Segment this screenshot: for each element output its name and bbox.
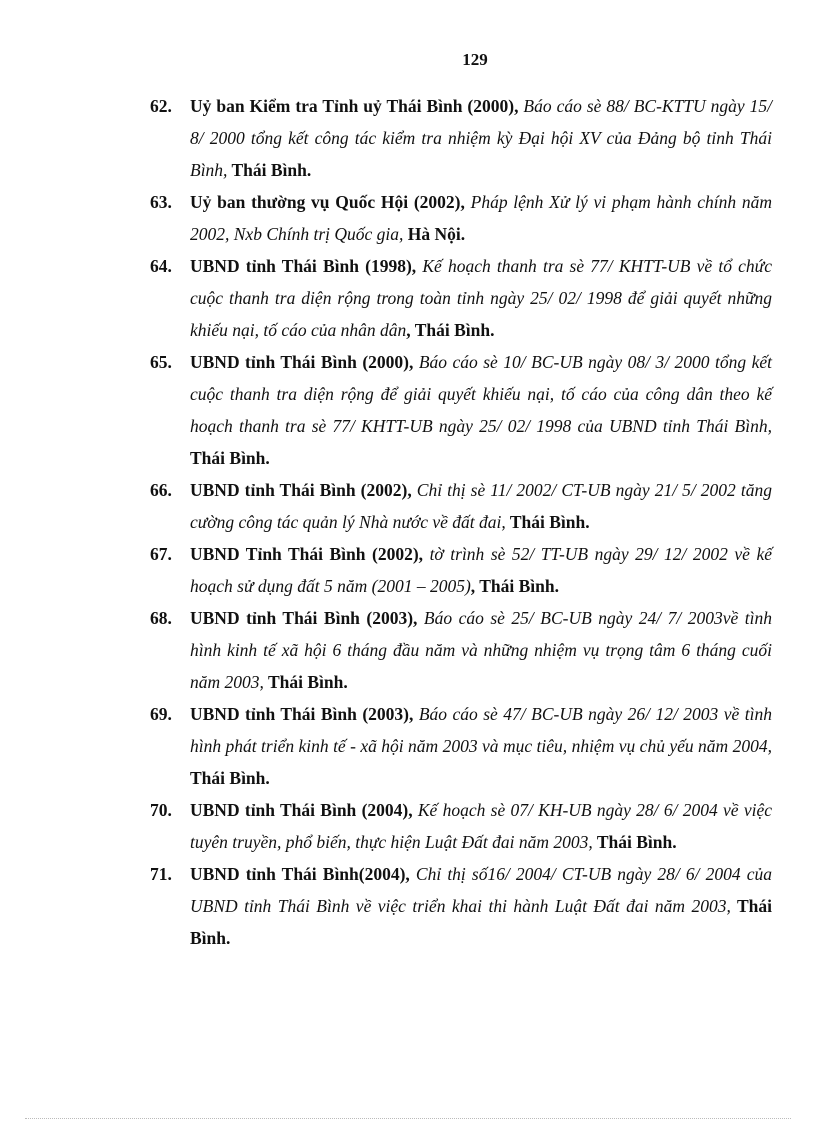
reference-number: 65.: [150, 352, 172, 372]
reference-author: UBND tỉnh Thái Bình (2003),: [190, 608, 424, 628]
reference-place: Thái Bình.: [190, 448, 270, 468]
page-number: 129: [462, 50, 488, 69]
reference-author: UBND tỉnh Thái Bình (1998),: [190, 256, 423, 276]
reference-item: [150, 698, 772, 794]
reference-place: Thái Bình.: [505, 512, 590, 532]
reference-number: 64.: [150, 256, 172, 276]
reference-place: Thái Bình.: [190, 768, 270, 788]
reference-place: , Thái Bình.: [470, 576, 559, 596]
reference-title: tờ trình sè 52/ TT-UB ngày 29/ 12/ 2002 về kế hoạch sử dụng đất 5 năm (2001 – 2005): [190, 544, 772, 596]
reference-item: [150, 858, 772, 954]
reference-list: [150, 90, 772, 954]
reference-number: 68.: [150, 608, 172, 628]
bottom-divider: [25, 1118, 791, 1119]
reference-author: Uỷ ban Kiểm tra Tỉnh uỷ Thái Bình (2000),: [190, 96, 524, 116]
reference-place: , Thái Bình.: [406, 320, 495, 340]
reference-title: Chỉ thị sè 11/ 2002/ CT-UB ngày 21/ 5/ 2002 tăng cường công tác quản lý Nhà nước về đất đai,: [190, 480, 772, 532]
reference-title: Kế hoạch sè 07/ KH-UB ngày 28/ 6/ 2004 về việc tuyên truyền, phổ biến, thực hiện Luật Đất đai năm 2003,: [190, 800, 772, 852]
reference-author: UBND tỉnh Thái Bình (2003),: [190, 704, 419, 724]
reference-title: Báo cáo sè 10/ BC-UB ngày 08/ 3/ 2000 tổng kết cuộc thanh tra diện rộng để giải quyết khiếu nại, tố cáo của công dân theo kế hoạch thanh tra sè 77/ KHTT-UB ngày 25/ 02/ 1998 của UBND tỉnh Thái Bình,: [190, 352, 772, 436]
reference-number: 71.: [150, 864, 172, 884]
reference-number: 62.: [150, 96, 172, 116]
reference-item: [150, 346, 772, 474]
reference-title: Kế hoạch thanh tra sè 77/ KHTT-UB về tổ chức cuộc thanh tra diện rộng trong toàn tỉnh ngày 25/ 02/ 1998 để giải quyết những khiếu nại, tố cáo của nhân dân: [190, 256, 772, 340]
reference-title: Báo cáo sè 88/ BC-KTTU ngày 15/ 8/ 2000 tổng kết công tác kiểm tra nhiệm kỳ Đại hội XV của Đảng bộ tỉnh Thái Bình,: [190, 96, 772, 180]
reference-author: UBND tỉnh Thái Bình (2004),: [190, 800, 418, 820]
reference-item: [150, 794, 772, 858]
reference-place: Thái Bình.: [190, 896, 772, 948]
reference-place: Thái Bình.: [227, 160, 312, 180]
reference-title: Báo cáo sè 25/ BC-UB ngày 24/ 7/ 2003về tình hình kinh tế xã hội 6 tháng đầu năm và những nhiệm vụ trọng tâm 6 tháng cuối năm 2003,: [190, 608, 772, 692]
reference-place: Hà Nội.: [403, 224, 466, 244]
reference-author: Uỷ ban thường vụ Quốc Hội (2002),: [190, 192, 471, 212]
reference-number: 66.: [150, 480, 172, 500]
reference-item: [150, 602, 772, 698]
reference-place: Thái Bình.: [263, 672, 348, 692]
reference-title: Báo cáo sè 47/ BC-UB ngày 26/ 12/ 2003 về tình hình phát triển kinh tế - xã hội năm 2003 và mục tiêu, nhiệm vụ chủ yếu năm 2004,: [190, 704, 772, 756]
reference-item: [150, 186, 772, 250]
reference-number: 69.: [150, 704, 172, 724]
reference-author: UBND tỉnh Thái Bình (2002),: [190, 480, 417, 500]
reference-author: UBND tỉnh Thái Bình (2000),: [190, 352, 419, 372]
reference-author: UBND Tỉnh Thái Bình (2002),: [190, 544, 430, 564]
reference-title: Pháp lệnh Xử lý vi phạm hành chính năm 2002, Nxb Chính trị Quốc gia,: [190, 192, 773, 244]
reference-number: 70.: [150, 800, 172, 820]
reference-item: [150, 90, 772, 186]
reference-item: [150, 538, 772, 602]
reference-number: 67.: [150, 544, 172, 564]
reference-number: 63.: [150, 192, 172, 212]
reference-item: [150, 474, 772, 538]
reference-author: UBND tỉnh Thái Bình(2004),: [190, 864, 416, 884]
reference-title: Chỉ thị số16/ 2004/ CT-UB ngày 28/ 6/ 2004 của UBND tỉnh Thái Bình về việc triển khai thi hành Luật Đất đai năm 2003,: [190, 864, 772, 916]
reference-item: [150, 250, 772, 346]
reference-place: Thái Bình.: [592, 832, 677, 852]
